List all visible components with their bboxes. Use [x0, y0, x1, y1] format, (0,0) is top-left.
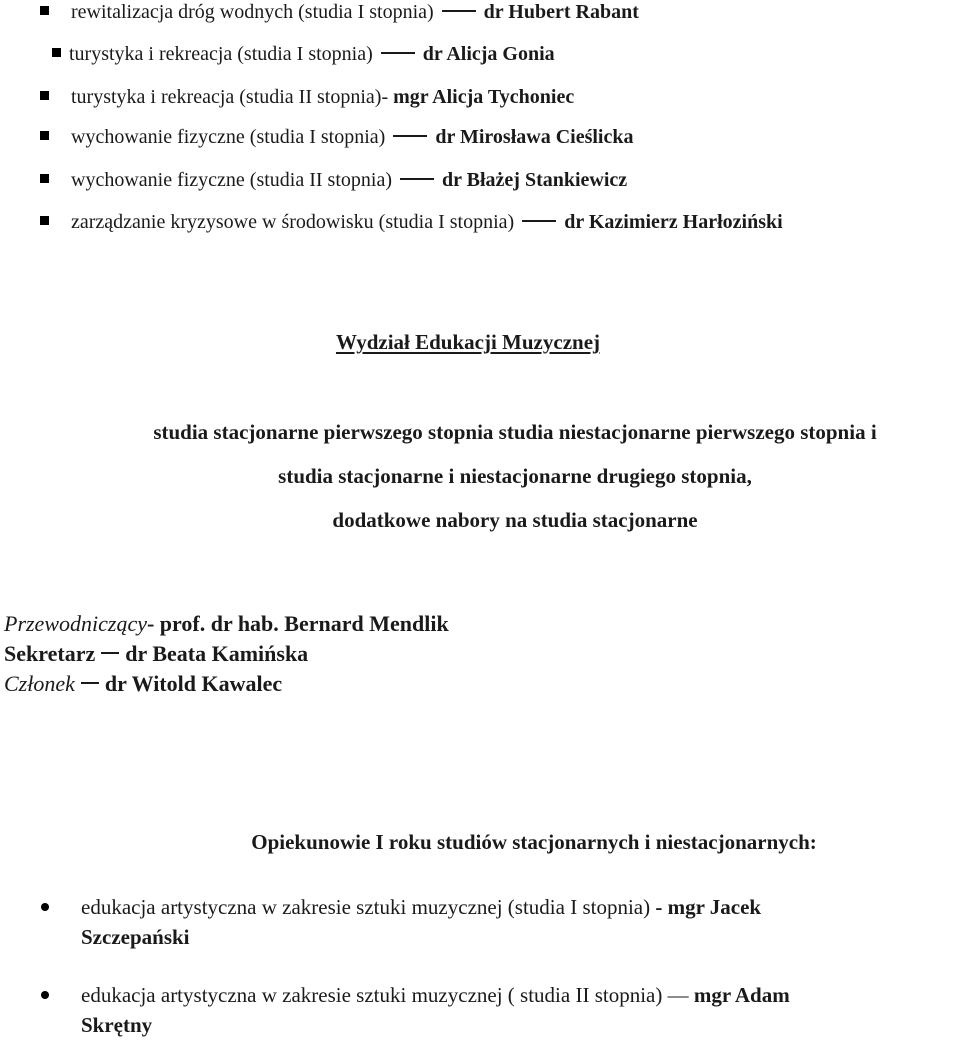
tutor-name-continued: Szczepański — [81, 925, 190, 949]
program-name: rewitalizacja dróg wodnych (studia I stopnia) — [71, 1, 434, 23]
supervisor-name: dr Alicja Gonia — [422, 43, 555, 65]
round-bullet-icon — [41, 903, 49, 911]
faculty-heading — [0, 330, 948, 355]
list-item — [40, 168, 627, 192]
supervisor-name: dr Kazimierz Harłoziński — [564, 211, 783, 233]
list-item — [40, 85, 574, 109]
list-item — [52, 42, 555, 66]
program-name: wychowanie fizyczne (studia II stopnia) — [71, 169, 392, 191]
member-name: - prof. dr hab. Bernard Mendlik — [146, 611, 449, 636]
list-item — [40, 0, 639, 24]
study-line: dodatkowe nabory na studia stacjonarne — [332, 508, 698, 532]
square-bullet-icon — [40, 6, 49, 15]
dash-separator — [81, 682, 99, 684]
tutor-name-continued: Skrętny — [81, 1013, 153, 1037]
dash-separator — [393, 135, 427, 137]
study-line: studia stacjonarne pierwszego stopnia studia niestacjonarne pierwszego stopnia i — [153, 420, 877, 444]
dash-separator — [101, 652, 119, 654]
member-name: dr Witold Kawalec — [104, 671, 283, 696]
list-item — [41, 980, 921, 1040]
program-name: turystyka i rekreacja (studia II stopnia)- — [71, 86, 394, 108]
program-name: edukacja artystyczna w zakresie sztuki muzycznej (studia I stopnia) — [81, 895, 656, 919]
separator: — — [667, 983, 694, 1007]
square-bullet-icon — [40, 91, 49, 100]
program-name: wychowanie fizyczne (studia I stopnia) — [71, 126, 386, 148]
tutors-heading: Opiekunowie I roku studiów stacjonarnych i niestacjonarnych: — [251, 830, 817, 854]
square-bullet-icon — [40, 174, 49, 183]
list-item — [41, 892, 921, 952]
tutor-name: mgr Adam — [693, 983, 790, 1007]
dash-separator — [442, 10, 476, 12]
square-bullet-icon — [40, 131, 49, 140]
supervisor-name: dr Błażej Stankiewicz — [442, 169, 628, 191]
separator: - — [655, 895, 668, 919]
supervisor-name: dr Mirosława Cieślicka — [435, 126, 634, 148]
program-name: turystyka i rekreacja (studia I stopnia) — [69, 43, 373, 65]
program-name: zarządzanie kryzysowe w środowisku (studia I stopnia) — [71, 211, 515, 233]
faculty-title: Wydział Edukacji Muzycznej — [335, 330, 601, 354]
square-bullet-icon — [52, 48, 61, 57]
supervisor-name: dr Hubert Rabant — [483, 1, 639, 23]
round-bullet-icon — [41, 991, 49, 999]
square-bullet-icon — [40, 216, 49, 225]
list-item — [40, 125, 633, 149]
committee-member — [4, 668, 282, 699]
role-label: Przewodniczący — [4, 611, 147, 636]
role-label: Sekretarz — [4, 641, 96, 666]
member-name: dr Beata Kamińska — [125, 641, 309, 666]
dash-separator — [400, 178, 434, 180]
tutor-name: mgr Jacek — [667, 895, 762, 919]
dash-separator — [522, 220, 556, 222]
list-item — [40, 210, 783, 234]
study-line: studia stacjonarne i niestacjonarne drugiego stopnia, — [278, 464, 752, 488]
program-name: edukacja artystyczna w zakresie sztuki muzycznej ( studia II stopnia) — [81, 983, 668, 1007]
supervisor-name: mgr Alicja Tychoniec — [393, 86, 575, 108]
dash-separator — [381, 52, 415, 54]
committee-chair — [4, 608, 449, 639]
role-label: Członek — [4, 671, 75, 696]
committee-secretary — [4, 638, 308, 669]
